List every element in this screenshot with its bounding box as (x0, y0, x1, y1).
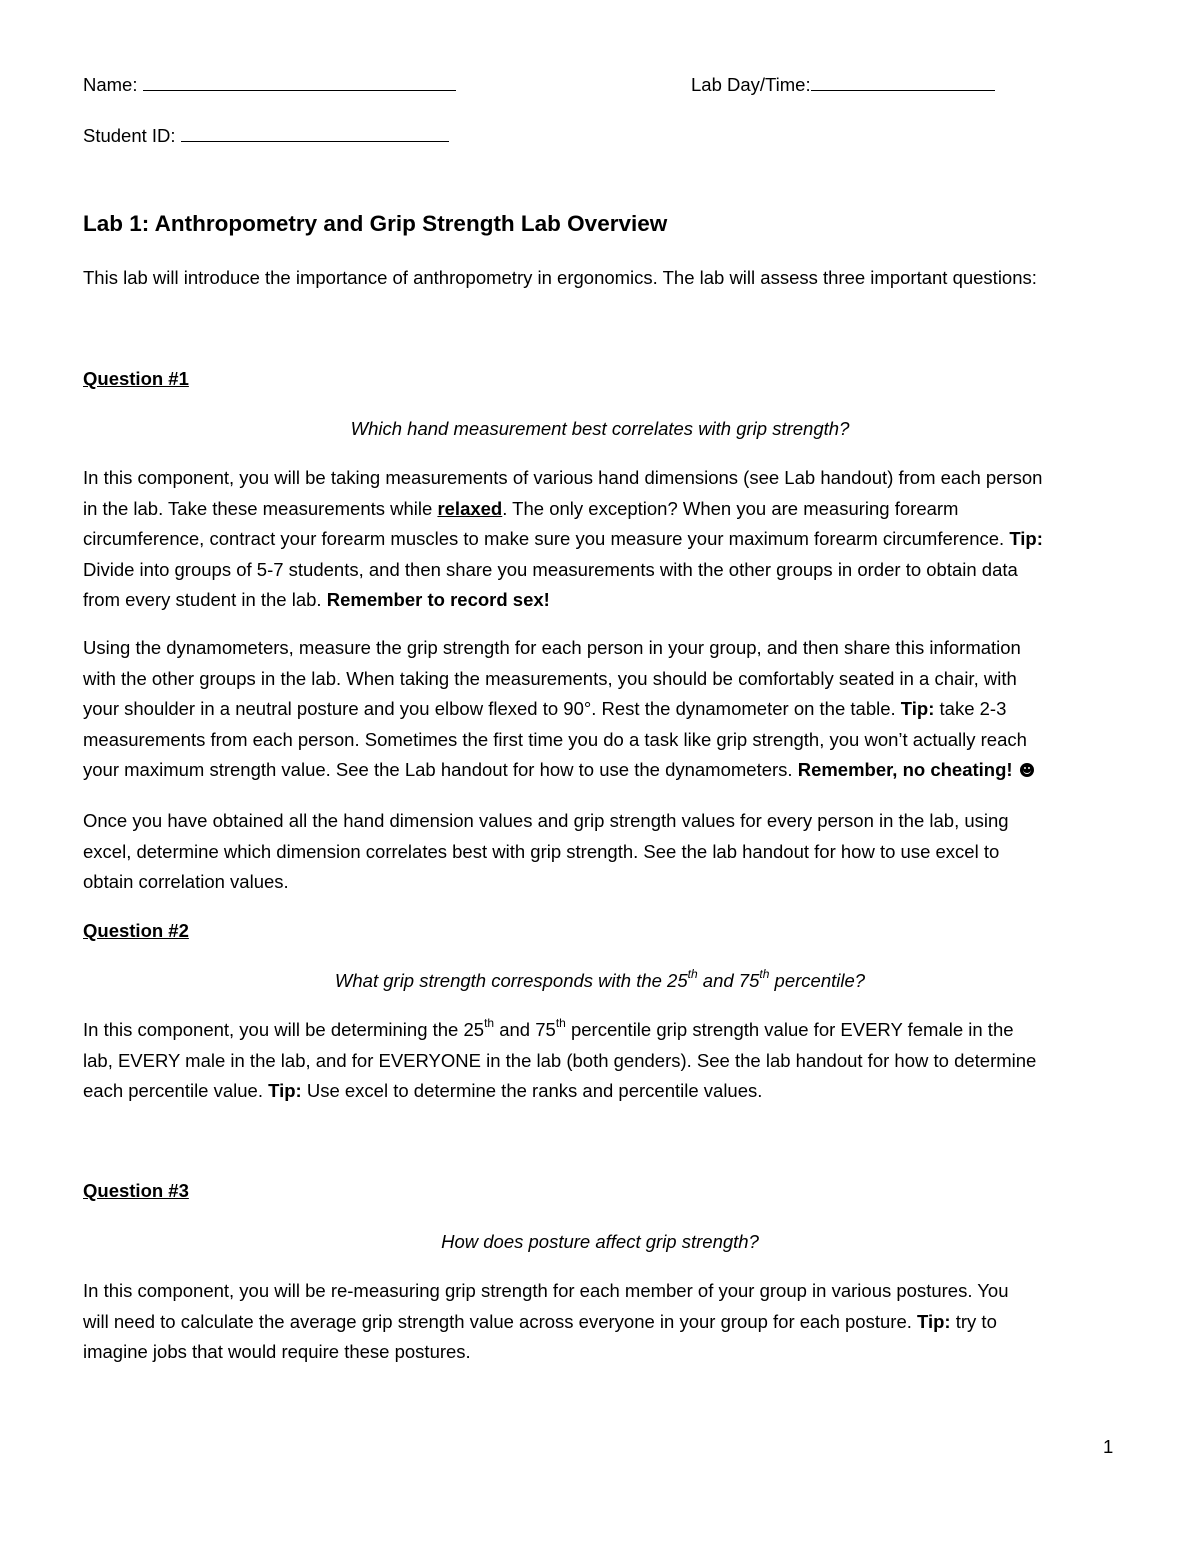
page-title: Lab 1: Anthropometry and Grip Strength Lab Overview (83, 211, 668, 236)
text-line: will need to calculate the average grip strength value across everyone in your group for each posture. Tip: try to (83, 1310, 997, 1332)
text-line: each percentile value. Tip: Use excel to determine the ranks and percentile values. (83, 1080, 763, 1101)
lab-day-label: Lab Day/Time: (691, 74, 811, 95)
text-line: from every student in the lab. Remember to record sex! (83, 589, 550, 610)
question-3-paragraph (83, 1276, 1123, 1368)
text-line: lab, EVERY male in the lab, and for EVERYONE in the lab (both genders). See the lab handout for how to determine (83, 1049, 1037, 1071)
lab-day-field[interactable] (691, 70, 995, 101)
text-line: Once you have obtained all the hand dimension values and grip strength values for every person in the lab, using (83, 810, 1009, 831)
question-2-paragraph (83, 1015, 1123, 1107)
question-1-paragraph-2 (83, 633, 1123, 786)
question-1-paragraph-1 (83, 463, 1123, 616)
text-line: In this component, you will be taking measurements of various hand dimensions (see Lab handout) from each person (83, 467, 1043, 488)
tip-label: Tip: (268, 1080, 302, 1101)
student-id-label: Student ID: (83, 125, 176, 146)
tip-label: Tip: (1009, 528, 1043, 549)
question-2-text: What grip strength corresponds with the 25th and 75th percentile? (334, 967, 866, 991)
text-line: obtain correlation values. (83, 871, 289, 892)
smiley-icon (1020, 763, 1034, 777)
name-blank[interactable] (143, 70, 456, 91)
record-sex-reminder: Remember to record sex! (326, 589, 550, 610)
question-1-heading: Question #1 (83, 368, 189, 389)
question-3-text: How does posture affect grip strength? (441, 1231, 759, 1252)
text-line: your maximum strength value. See the Lab handout for how to use the dynamometers. Remember, no cheating! (83, 755, 1123, 786)
question-1-paragraph-3 (83, 806, 1123, 898)
question-1-text: Which hand measurement best correlates with grip strength? (350, 418, 850, 439)
text-line: measurements from each person. Sometimes the first time you do a task like grip strength, you won’t actually reach (83, 728, 1027, 750)
lab-day-blank[interactable] (811, 70, 995, 91)
text-line: circumference, contract your forearm muscles to make sure you measure your maximum forearm circumference. Tip: (83, 528, 1043, 549)
no-cheating-reminder: Remember, no cheating! (797, 759, 1013, 780)
question-3-heading: Question #3 (83, 1180, 189, 1201)
text-line: In this component, you will be determining the 25th and 75th percentile grip strength value for EVERY female in the (83, 1016, 1014, 1040)
text-line: excel, determine which dimension correlates best with grip strength. See the lab handout for how to use excel to (83, 840, 1000, 862)
text-line: In this component, you will be re-measuring grip strength for each member of your group in various postures. You (83, 1280, 1009, 1301)
text-line: with the other groups in the lab. When taking the measurements, you should be comfortably seated in a chair, with (83, 667, 1017, 689)
student-id-field[interactable] (83, 121, 449, 152)
text-line: Divide into groups of 5-7 students, and then share you measurements with the other groups in order to obtain data (83, 558, 1018, 580)
relaxed-emphasis: relaxed (437, 497, 503, 519)
text-line: imagine jobs that would require these postures. (83, 1341, 471, 1362)
text-line: in the lab. Take these measurements while relaxed. The only exception? When you are measuring forearm (83, 497, 959, 519)
text-line: Using the dynamometers, measure the grip strength for each person in your group, and then share this information (83, 637, 1021, 658)
page-number: 1 (1103, 1436, 1114, 1457)
student-id-blank[interactable] (181, 121, 449, 142)
name-label: Name: (83, 74, 138, 95)
tip-label: Tip: (917, 1310, 951, 1332)
question-2-heading: Question #2 (83, 920, 189, 941)
text-line: your shoulder in a neutral posture and you elbow flexed to 90°. Rest the dynamometer on the table. Tip: take 2-3 (83, 698, 1007, 719)
tip-label: Tip: (900, 698, 935, 719)
intro-text: This lab will introduce the importance of anthropometry in ergonomics. The lab will assess three important questions: (83, 267, 1037, 288)
name-field[interactable] (83, 70, 456, 101)
